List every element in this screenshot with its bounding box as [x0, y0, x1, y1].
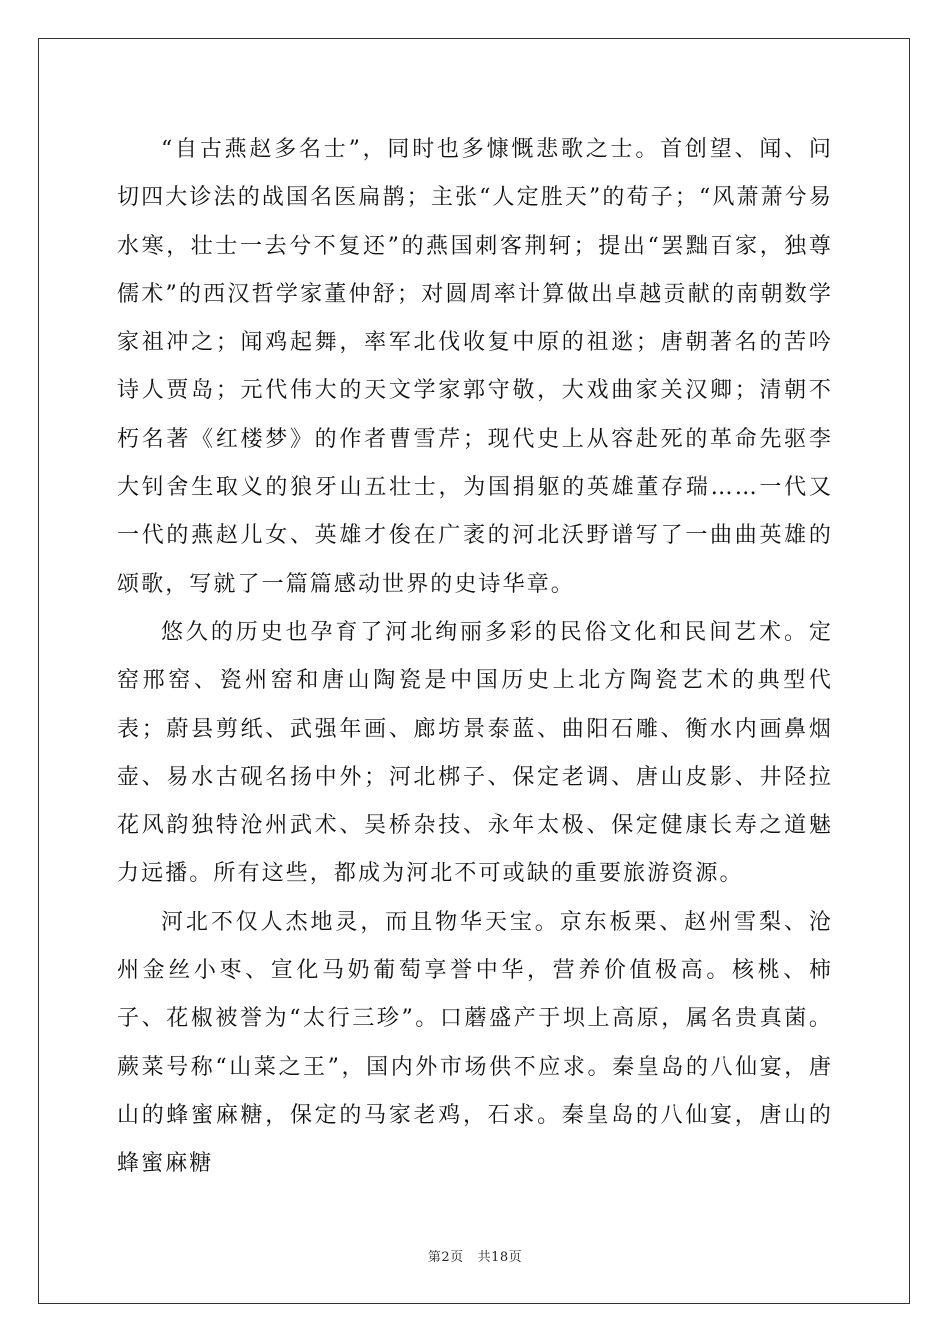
document-body — [117, 126, 833, 1189]
page-total: 共18页 — [477, 1250, 523, 1265]
page-footer — [0, 1246, 950, 1265]
page-number: 第2页 — [427, 1250, 464, 1265]
paragraph: 悠久的历史也孕育了河北绚丽多彩的民俗文化和民间艺术。定窑邢窑、瓷州窑和唐山陶瓷是中国历史上北方陶瓷艺术的典型代表；蔚县剪纸、武强年画、廊坊景泰蓝、曲阳石雕、衡水内画鼻烟壶、易水古砚名扬中外；河北梆子、保定老调、唐山皮影、井陉拉花风韵独特沧州武术、吴桥杂技、永年太极、保定健康长寿之道魅力远播。所有这些，都成为河北不可或缺的重要旅游资源。 — [117, 619, 833, 887]
paragraph: 河北不仅人杰地灵，而且物华天宝。京东板栗、赵州雪梨、沧州金丝小枣、宣化马奶葡萄享誉中华，营养价值极高。核桃、柿子、花椒被誉为“太行三珍”。口蘑盛产于坝上高原，属名贵真菌。蕨菜号称“山菜之王”，国内外市场供不应求。秦皇岛的八仙宴，唐山的蜂蜜麻糖，保定的马家老鸡，石求。秦皇岛的八仙宴，唐山的蜂蜜麻糖 — [117, 909, 833, 1177]
paragraph: “自古燕赵多名士”，同时也多慷慨悲歌之士。首创望、闻、问切四大诊法的战国名医扁鹊；主张“人定胜天”的荀子；“风萧萧兮易水寒，壮士一去兮不复还”的燕国刺客荆轲；提出“罢黜百家，独尊儒术”的西汉哲学家董仲舒；对圆周率计算做出卓越贡献的南朝数学家祖冲之；闻鸡起舞，率军北伐收复中原的祖逖；唐朝著名的苦吟诗人贾岛；元代伟大的天文学家郭守敬，大戏曲家关汉卿；清朝不朽名著《红楼梦》的作者曹雪芹；现代史上从容赴死的革命先驱李大钊舍生取义的狼牙山五壮士，为国捐躯的英雄董存瑞……一代又一代的燕赵儿女、英雄才俊在广袤的河北沃野谱写了一曲曲英雄的颂歌，写就了一篇篇感动世界的史诗华章。 — [117, 137, 833, 597]
